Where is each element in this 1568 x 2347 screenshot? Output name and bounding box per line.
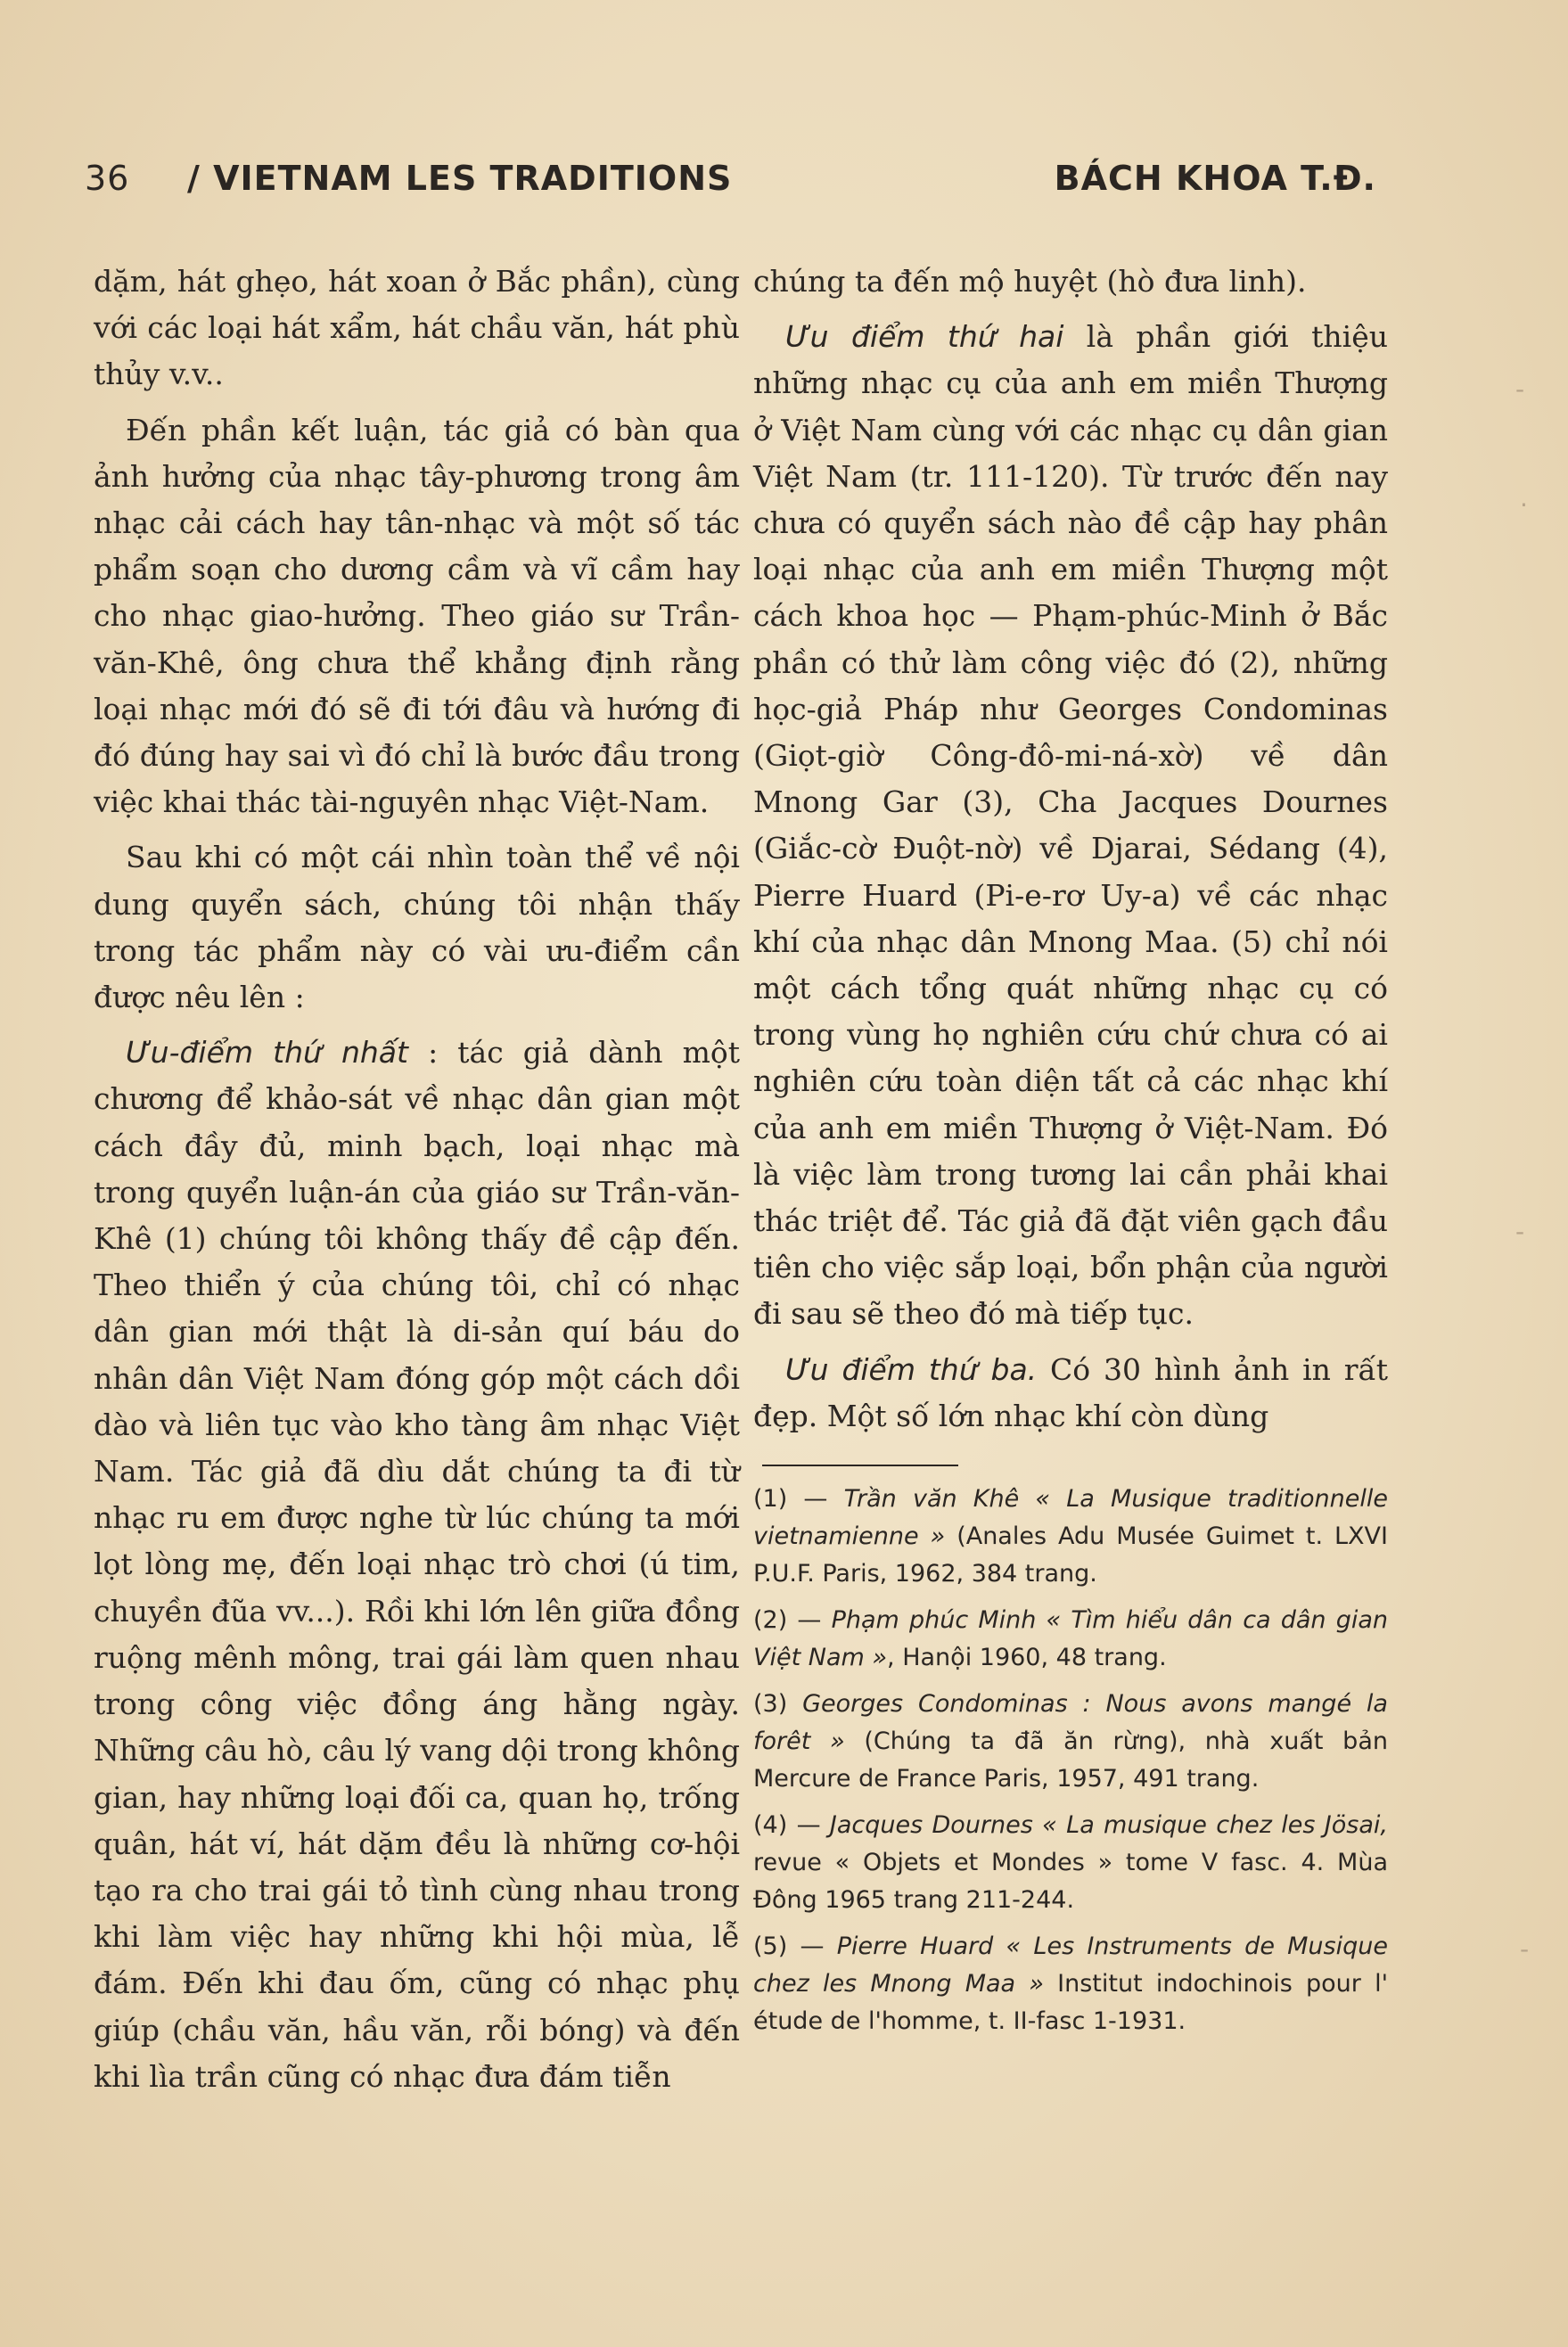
paragraph-text: là phần giới thiệu những nhạc cụ của anh em miền Thượng ở Việt Nam cùng với các nhạc cụ dân gian Việt Nam (tr. 111-120). Từ trước đến nay chưa có quyển sách nào đề cập hay phân loại nhạc của anh em miền Thượng một cách khoa học — Phạm-phúc-Minh ở Bắc phần có thử làm công việc đó (2), những học-giả Pháp như Georges Condominas (Giọt-giờ Công-đô-mi-ná-xờ) về dân Mnong Gar (3), Cha Jacques Dournes (Giắc-cờ Đuột-nờ) về Djarai, Sédang (4), Pierre Huard (Pi-e-rơ Uy-a) về các nhạc khí của nhạc dân Mnong Maa. (5) chỉ nói một cách tổng quát những nhạc cụ có trong vùng họ nghiên cứu chứ chưa có ai nghiên cứu toàn diện tất cả các nhạc khí của anh em miền Thượng ở Việt-Nam. Đó là việc làm trong tương lai cần phải khai thác triệt để. Tác giả đã đặt viên gạch đầu tiên cho việc sắp loại, bổn phận của người đi sau sẽ theo đó mà tiếp tục. — [753, 319, 1388, 1332]
paragraph — [753, 1347, 1388, 1440]
paragraph: dặm, hát ghẹo, hát xoan ở Bắc phần), cùng với các loại hát xẩm, hát chầu văn, hát phù thủy v.v.. — [94, 264, 740, 392]
running-title: / VIETNAM LES TRADITIONS — [187, 159, 733, 198]
paragraph — [753, 314, 1388, 1337]
footnote — [753, 1481, 1388, 1593]
paragraph-text: : tác giả dành một chương để khảo-sát về nhạc dân gian một cách đầy đủ, minh bạch, loại nhạc mà trong quyển luận-án của giáo sư Trần-văn-Khê (1) chúng tôi không thấy đề cập đến. Theo thiển ý của chúng tôi, chỉ có nhạc dân gian mới thật là di-sản quí báu do nhân dân Việt Nam đóng góp một cách dồi dào và liên tục vào kho tàng âm nhạc Việt Nam. Tác giả đã dìu dắt chúng ta đi từ nhạc ru em được nghe từ lúc chúng ta mới lọt lòng mẹ, đến loại nhạc trò chơi (ú tim, chuyền đũa vv...). Rồi khi lớn lên giữa đồng ruộng mênh mông, trai gái làm quen nhau trong công việc đồng áng hằng ngày. Những câu hò, câu lý vang dội trong không gian, hay những loại đối ca, quan họ, trống quân, hát ví, hát dặm đều là những cơ-hội tạo ra cho trai gái tỏ tình cùng nhau trong khi làm việc hay những khi hội mùa, lễ đám. Đến khi đau ốm, cũng có nhạc phụ giúp (chầu văn, hầu văn, rỗi bóng) và đến khi lìa trần cũng có nhạc đưa đám tiễn — [94, 1035, 740, 2094]
footnote-author: Georges Condominas : — [802, 1690, 1091, 1719]
left-column — [94, 258, 740, 2109]
margin-mark: - — [1520, 1934, 1530, 1964]
footnote-details: (Chúng ta đã ăn rừng), nhà xuất bản Mercure de France Paris, 1957, 491 trang. — [753, 1727, 1388, 1793]
footnote-work: « La musique chez les Jösai, — [1042, 1811, 1388, 1840]
paragraph-text: Có 30 hình ảnh in rất đẹp. Một số lớn nhạc khí còn dùng — [753, 1351, 1389, 1433]
footnotes — [753, 1481, 1388, 2040]
advantage-heading: Ưu-điểm thứ nhất — [126, 1035, 408, 1071]
running-header — [85, 159, 1376, 212]
advantage-heading: Ưu điểm thứ ba. — [785, 1351, 1038, 1387]
footnote — [753, 1928, 1388, 2040]
footnote-details: (Anales Adu Musée Guimet t. LXVI P.U.F. Paris, 1962, 384 trang. — [753, 1522, 1388, 1588]
footnote-details: revue « Objets et Mondes » tome V fasc. 4. Mùa Đông 1965 trang 211-244. — [753, 1849, 1388, 1915]
margin-mark: - — [1515, 374, 1525, 404]
margin-mark: - — [1515, 1217, 1525, 1246]
footnote-number: (5) — — [753, 1933, 825, 1961]
footnote-divider — [762, 1465, 958, 1466]
footnote-number: (3) — [753, 1690, 788, 1719]
footnote — [753, 1686, 1388, 1798]
paragraph — [94, 1030, 740, 2100]
footnote-number: (1) — — [753, 1485, 828, 1514]
footnote — [753, 1807, 1388, 1919]
footnote-work: « Tìm hiểu dân ca dân gian Việt Nam » — [753, 1606, 1388, 1672]
footnote-number: (2) — — [753, 1606, 822, 1635]
footnote-author: Trần văn Khê — [843, 1485, 1020, 1514]
footnote — [753, 1602, 1388, 1677]
journal-name: BÁCH KHOA T.Đ. — [1054, 159, 1376, 198]
footnote-author: Phạm phúc Minh — [831, 1606, 1037, 1635]
right-column — [753, 258, 1388, 2049]
footnote-details: , Hanội 1960, 48 trang. — [887, 1644, 1167, 1672]
paragraph: chúng ta đến mộ huyệt (hò đưa linh). — [753, 264, 1307, 299]
footnote-work: « Les Instruments de Musique chez les Mnong Maa » — [753, 1933, 1388, 1998]
advantage-heading: Ưu điểm thứ hai — [785, 319, 1064, 355]
footnote-number: (4) — — [753, 1811, 821, 1840]
paragraph: Đến phần kết luận, tác giả có bàn qua ảnh hưởng của nhạc tây-phương trong âm nhạc cải cách hay tân-nhạc và một số tác phẩm soạn cho dương cầm và vĩ cầm hay cho nhạc giao-hưởng. Theo giáo sư Trần-văn-Khê, ông chưa thể khẳng định rằng loại nhạc mới đó sẽ đi tới đâu và hướng đi đó đúng hay sai vì đó chỉ là bước đầu trong việc khai thác tài-nguyên nhạc Việt-Nam. — [94, 412, 740, 820]
footnote-details: Institut indochinois pour l' étude de l'homme, t. II-fasc 1-1931. — [753, 1970, 1388, 2036]
footnote-work: Nous avons mangé la forêt » — [753, 1690, 1388, 1756]
margin-mark: · — [1520, 490, 1528, 520]
footnote-author: Pierre Huard — [836, 1933, 994, 1961]
footnote-author: Jacques Dournes — [829, 1811, 1033, 1840]
footnote-work: « La Musique traditionnelle vietnamienne » — [753, 1485, 1388, 1551]
paragraph: Sau khi có một cái nhìn toàn thể về nội dung quyển sách, chúng tôi nhận thấy trong tác phẩm này có vài ưu-điểm cần được nêu lên : — [94, 840, 740, 1015]
page-number: 36 — [85, 159, 130, 198]
